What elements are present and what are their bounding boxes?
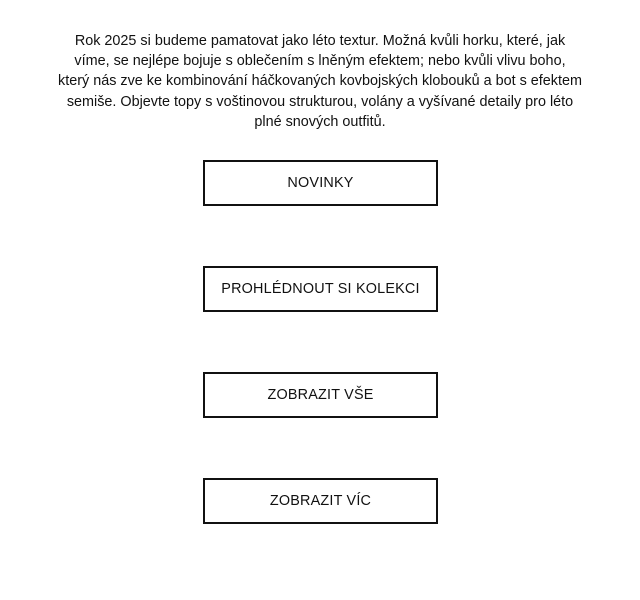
intro-paragraph: Rok 2025 si budeme pamatovat jako léto textur. Možná kvůli horku, které, jak víme, se nejlépe bojuje s oblečením s lněným efektem; nebo kvůli vlivu boho, který nás zve ke kombinování háčkovaných kovbojských klobouků a bot s efektem semiše. Objevte topy s voštinovou strukturou, volány a vyšívané detaily pro léto plné snových outfitů. (58, 33, 582, 130)
new-arrivals-button[interactable]: NOVINKY (203, 160, 438, 206)
show-all-button[interactable]: ZOBRAZIT VŠE (203, 372, 438, 418)
show-more-button[interactable]: ZOBRAZIT VÍC (203, 478, 438, 524)
browse-collection-button[interactable]: PROHLÉDNOUT SI KOLEKCI (203, 266, 438, 312)
